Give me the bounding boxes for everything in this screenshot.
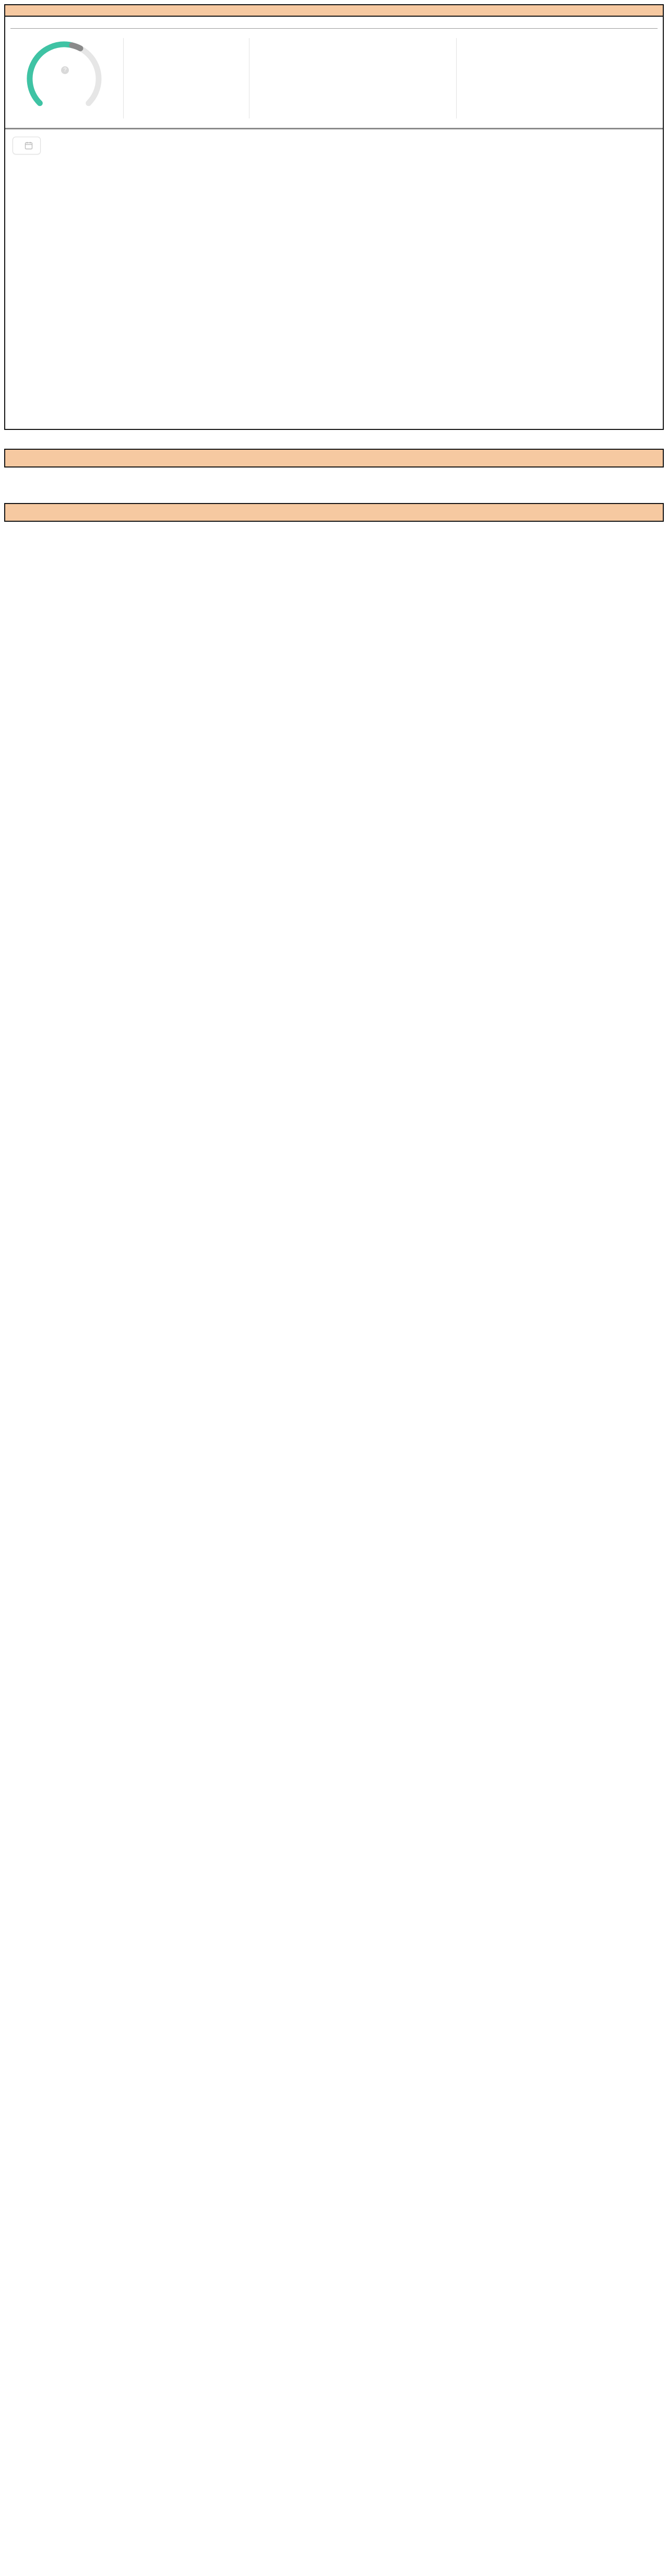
gauge-arc-icon — [22, 37, 106, 115]
sz-northbound-chart — [465, 39, 656, 106]
date-picker[interactable] — [13, 137, 41, 154]
index-row — [5, 17, 663, 28]
section-title-limitup-stats — [4, 449, 664, 468]
sh-northbound-chart — [258, 39, 449, 106]
market-heat-label — [22, 65, 106, 75]
market-overview-panel — [4, 17, 664, 430]
page-title — [4, 4, 664, 17]
info-icon[interactable]: ? — [61, 66, 69, 74]
market-heat-gauge — [22, 37, 106, 115]
stats-column — [124, 34, 249, 123]
intraday-chart — [10, 161, 658, 425]
section-title-3boards — [4, 503, 664, 522]
calendar-icon — [25, 141, 33, 150]
sz-northbound-block — [457, 34, 663, 123]
intraday-plot — [10, 161, 658, 411]
sh-northbound-block — [249, 34, 456, 123]
